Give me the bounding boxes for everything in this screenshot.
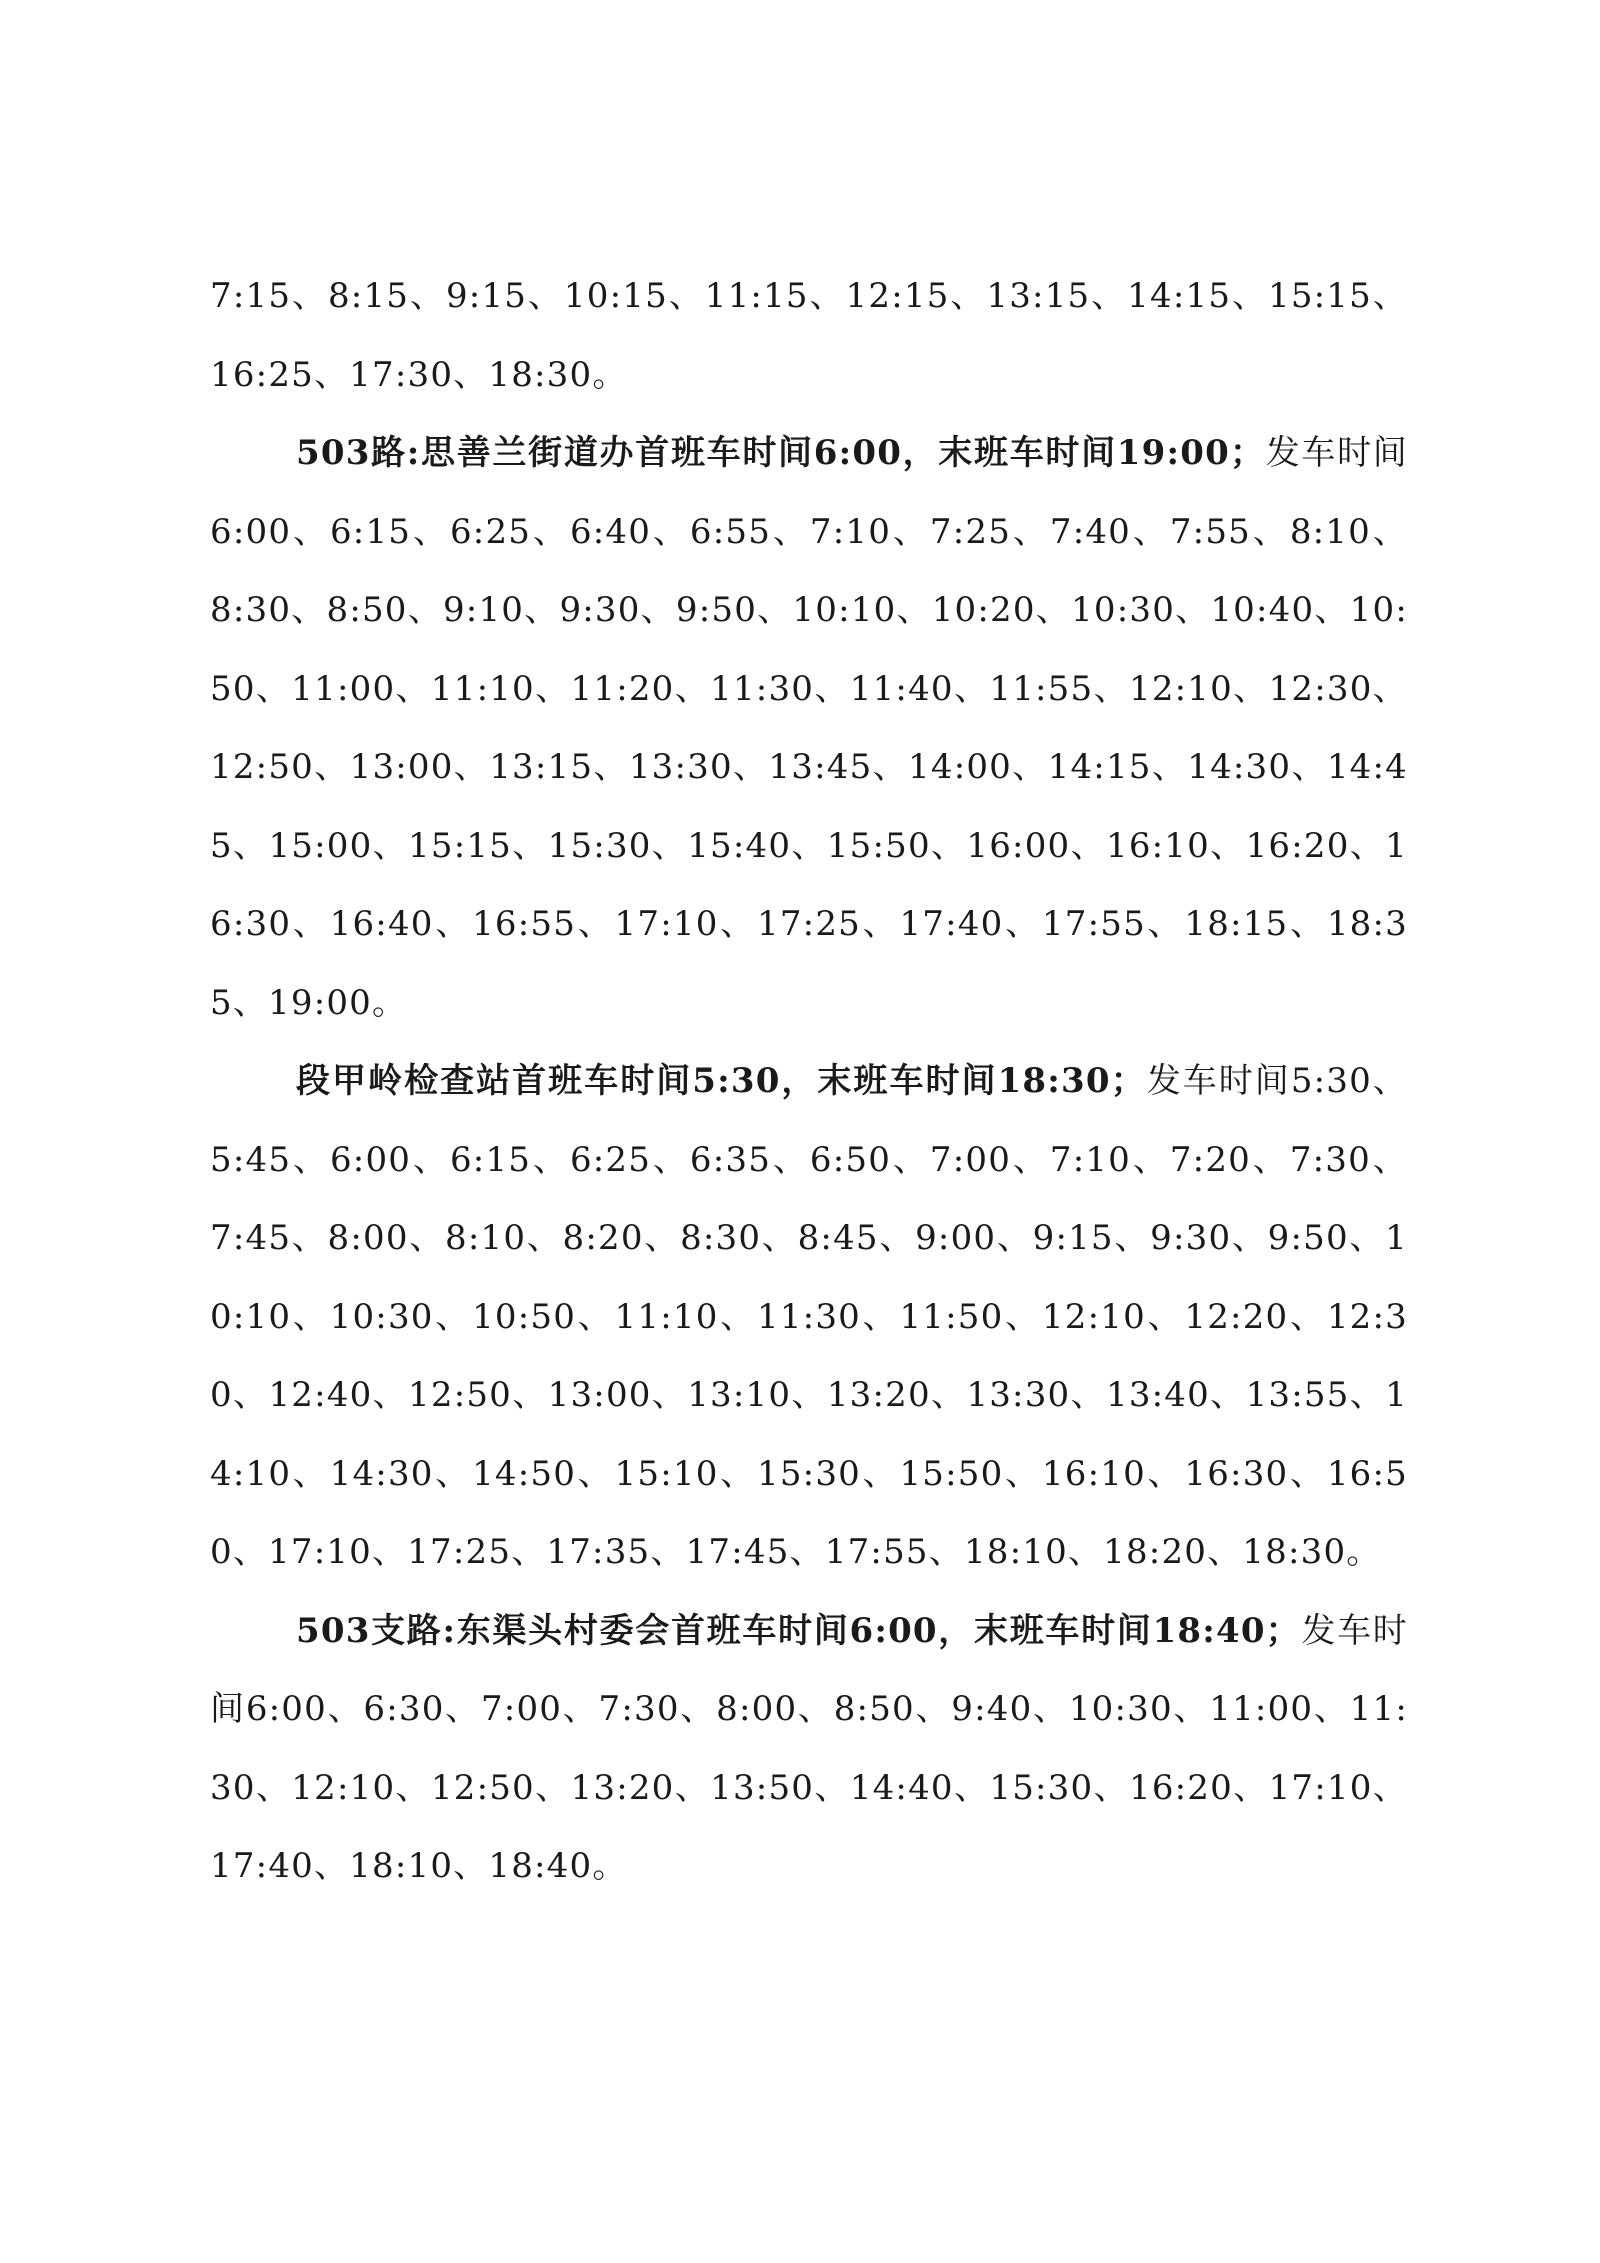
paragraph-text: 发车时间6:00、6:30、7:00、7:30、8:00、8:50、9:40、10:30、11:00、11:30、12:10、12:50、13:20、13:50、14:40、15:30、16:20、17:10、17:40、18:10、18:40。 — [210, 1610, 1408, 1886]
route-503-branch-schedule — [210, 1592, 1408, 1906]
duanjialing-station-schedule — [210, 1042, 1408, 1592]
paragraph-text: 发车时间6:00、6:15、6:25、6:40、6:55、7:10、7:25、7:40、7:55、8:10、8:30、8:50、9:10、9:30、9:50、10:10、10:20、10:30、10:40、10:50、11:00、11:10、11:20、11:30、11:40、11:55、12:10、12:30、12:50、13:00、13:15、13:30、13:45、14:00、14:15、14:30、14:45、15:00、15:15、15:30、15:40、15:50、16:00、16:10、16:20、16:30、16:40、16:55、17:10、17:25、17:40、17:55、18:15、18:35、19:00。 — [210, 433, 1408, 1023]
route-503-schedule — [210, 414, 1408, 1042]
paragraph-heading: 503路:思善兰街道办首班车时间6:00，末班车时间19:00； — [296, 433, 1266, 473]
paragraph-heading: 段甲岭检查站首班车时间5:30，末班车时间18:30； — [296, 1061, 1146, 1101]
schedule-continuation — [210, 257, 1408, 414]
document-page — [210, 257, 1408, 1906]
paragraph-text: 发车时间5:30、5:45、6:00、6:15、6:25、6:35、6:50、7:00、7:10、7:20、7:30、7:45、8:00、8:10、8:20、8:30、8:45、9:00、9:15、9:30、9:50、10:10、10:30、10:50、11:10、11:30、11:50、12:10、12:20、12:30、12:40、12:50、13:00、13:10、13:20、13:30、13:40、13:55、14:10、14:30、14:50、15:10、15:30、15:50、16:10、16:30、16:50、17:10、17:25、17:35、17:45、17:55、18:10、18:20、18:30。 — [210, 1061, 1408, 1572]
paragraph-text: 7:15、8:15、9:15、10:15、11:15、12:15、13:15、14:15、15:15、16:25、17:30、18:30。 — [210, 276, 1408, 395]
paragraph-heading: 503支路:东渠头村委会首班车时间6:00，末班车时间18:40； — [296, 1610, 1301, 1651]
